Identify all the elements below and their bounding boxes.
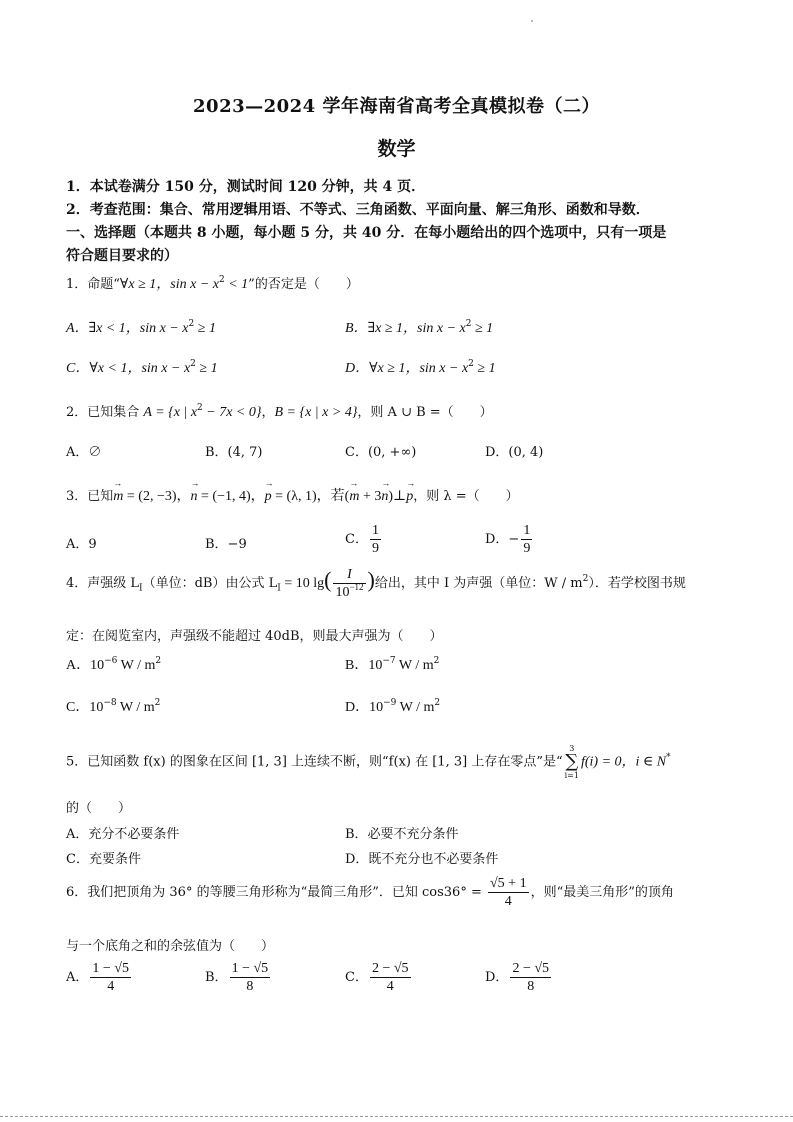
q1-option-b: B．∃x ≥ 1，$\sin x - x^2 \ge 1$ [345,319,494,336]
q5-option-b: B．必要不充分条件 [345,827,459,842]
q4-option-a: A．$10^{-6}$ W / $m^2$ [66,656,162,673]
vector-n: → n [191,489,198,505]
q2-option-d: D．(0, 4) [485,445,544,460]
question-1: 1．命题“∀x ≥ 1，$\sin x - x^2 < 1$”的否定是（ ） [66,275,359,292]
q3-option-a: A．9 [66,537,97,552]
scan-dot [531,20,533,22]
question-5: 5．已知函数 f(x) 的图象在区间 [1, 3] 上连续不断，则“f(x) 在 [1, 3] 上存在零点”是“ 3 ∑ i=1 f(i) = 0，i ∈ N* [66,744,671,780]
vector-m: → m [113,489,123,505]
q2-option-c: C．(0, +∞) [345,445,417,460]
q6-option-b: B． $\frac{1 - √5}{8}$ [205,961,269,994]
section-heading-line2: 符合题目要求的） [66,248,178,264]
q6-option-d: D． $\frac{2 - √5}{8}$ [485,961,550,994]
note-1: 1．本试卷满分 150 分，测试时间 120 分钟，共 4 页． [66,179,426,195]
section-heading-line1: 一、选择题（本题共 8 小题，每小题 5 分，共 40 分．在每小题给出的四个选项中，只有一项是 [66,225,667,241]
q6-option-a: A． $\frac{1 - √5}{4}$ [66,961,129,994]
page-bottom-rule [0,1116,793,1117]
q1-option-a: A．∃x < 1，$\sin x - x^2 \ge 1$ [66,319,216,336]
q4-option-b: B．$10^{-7}$ W / $m^2$ [345,656,440,673]
question-2: 2．已知集合 A = {x | $x^2 - 7x < 0$}，B = {x | x > 4}，则 A ∪ B =（ ） [66,403,493,420]
q1-option-c: C．∀x < 1，$\sin x - x^2 \ge 1$ [66,359,218,376]
question-5-line2: 的（ ） [66,801,132,816]
q3-option-b: B．−9 [205,537,247,552]
q5-option-d: D．既不充分也不必要条件 [345,852,499,867]
question-3: 3．已知→ m = (2, −3)，→ n = (−1, 4)，→ p = (λ, 1)，若(→ m + 3→ n)⊥→ p，则 λ =（ ） [66,485,519,505]
question-4: 4．声强级 $L_I$（单位：dB）由公式 $L_I = 10$ lg( $\frac{I}{10^{-12}}$ )给出，其中 I 为声强（单位：W / $m^2$）．若学校图书规 [66,567,686,600]
exam-title: 2023—2024 学年海南省高考全真模拟卷（二） [193,96,600,117]
q6-option-c: C． $\frac{2 - √5}{4}$ [345,961,409,994]
q2-option-a: A．∅ [66,445,102,460]
q5-option-a: A．充分不必要条件 [66,827,180,842]
question-4-line2: 定：在阅览室内，声强级不能超过 40dB，则最大声强为（ ） [66,629,443,644]
question-6: 6．我们把顶角为 36° 的等腰三角形称为“最简三角形”．已知 cos36° = $\frac{√5 + 1}{4}$ ，则“最美三角形”的顶角 [66,876,674,909]
subject-title: 数学 [377,138,416,160]
vector-p: → p [265,489,272,505]
q4-option-d: D．$10^{-9}$ W / $m^2$ [345,698,441,715]
q5-option-c: C．充要条件 [66,852,141,867]
q3-option-d: D．− $\frac{1}{9}$ [485,523,531,556]
q4-option-c: C．$10^{-8}$ W / $m^2$ [66,698,161,715]
q2-option-b: B．(4, 7) [205,445,263,460]
q3-option-c: C． $\frac{1}{9}$ [345,523,379,556]
question-6-line2: 与一个底角之和的余弦值为（ ） [66,939,275,954]
note-2: 2．考查范围：集合、常用逻辑用语、不等式、三角函数、平面向量、解三角形、函数和导数． [66,202,650,218]
q1-option-d: D．∀x ≥ 1，$\sin x - x^2 \ge 1$ [345,359,496,376]
